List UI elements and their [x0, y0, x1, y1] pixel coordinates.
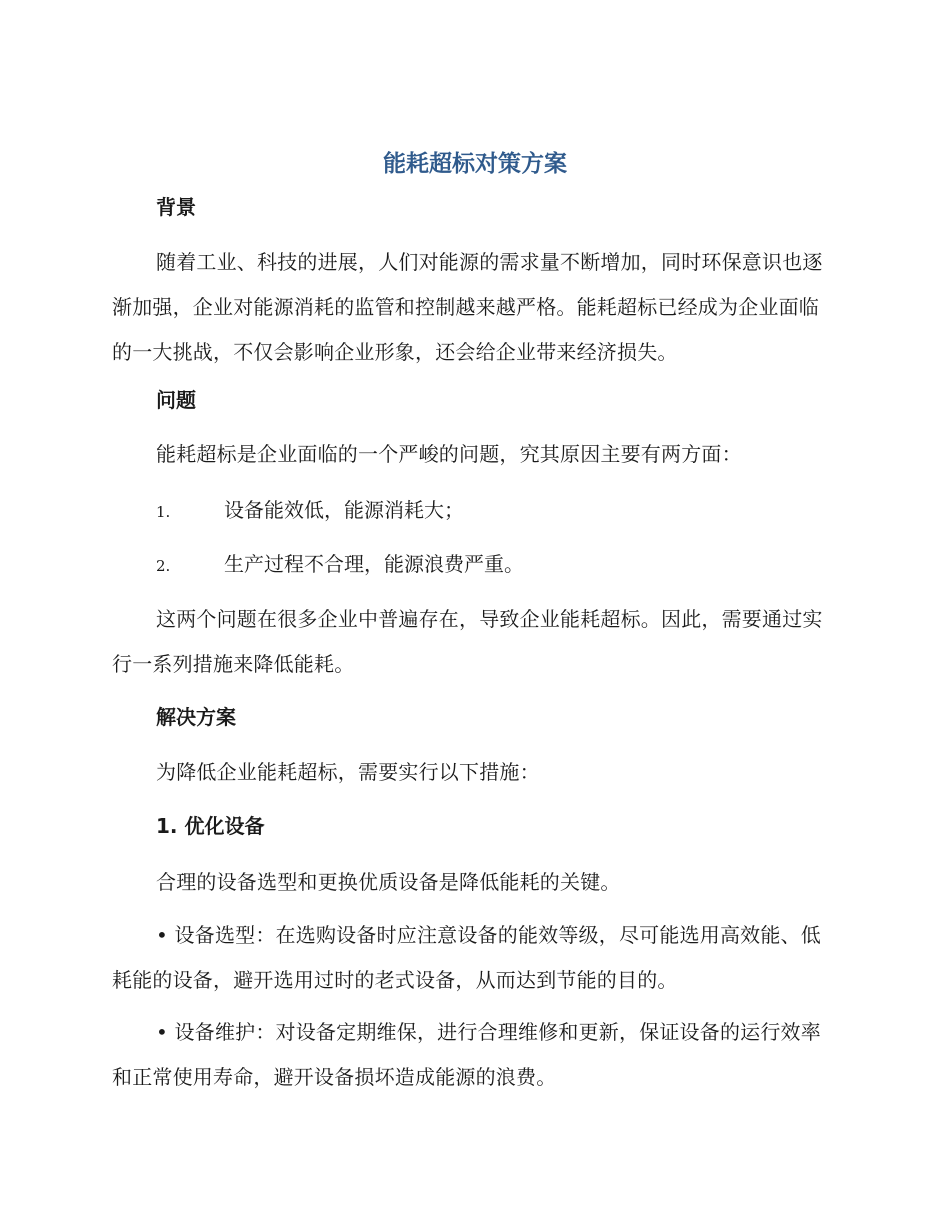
- paragraph-background: 随着工业、科技的进展，人们对能源的需求量不断增加，同时环保意识也逐渐加强，企业对能源消耗的监管和控制越来越严格。能耗超标已经成为企业面临的一大挑战，不仅会影响企业形象，还会给企业带来经济损失。: [112, 250, 823, 364]
- paragraph-problem-conclusion: 这两个问题在很多企业中普遍存在，导致企业能耗超标。因此，需要通过实行一系列措施来降低能耗。: [112, 607, 823, 676]
- paragraph-optimize-intro: 合理的设备选型和更换优质设备是降低能耗的关键。: [156, 870, 621, 894]
- list-item-text: 生产过程不合理，能源浪费严重。: [224, 552, 524, 576]
- heading-problem: 问题: [156, 388, 196, 412]
- paragraph-solution-intro: 为降低企业能耗超标，需要实行以下措施：: [156, 760, 540, 784]
- heading-optimize-equipment: 1. 优化设备: [156, 814, 265, 838]
- paragraph-equipment-selection: • 设备选型：在选购设备时应注意设备的能效等级，尽可能选用高效能、低耗能的设备，避开选用过时的老式设备，从而达到节能的目的。: [112, 923, 821, 992]
- list-item: [156, 549, 524, 581]
- document-title: 能耗超标对策方案: [383, 151, 567, 177]
- list-item-number: 1.: [156, 503, 171, 521]
- list-item: [156, 495, 464, 527]
- heading-background: 背景: [156, 195, 196, 219]
- paragraph-equipment-maintenance: • 设备维护：对设备定期维保，进行合理维修和更新，保证设备的运行效率和正常使用寿命，避开设备损坏造成能源的浪费。: [112, 1020, 821, 1089]
- heading-solution: 解决方案: [156, 705, 236, 729]
- list-item-number: 2.: [156, 557, 171, 575]
- paragraph-problem-intro: 能耗超标是企业面临的一个严峻的问题，究其原因主要有两方面：: [156, 442, 742, 466]
- list-item-text: 设备能效低，能源消耗大；: [224, 498, 464, 522]
